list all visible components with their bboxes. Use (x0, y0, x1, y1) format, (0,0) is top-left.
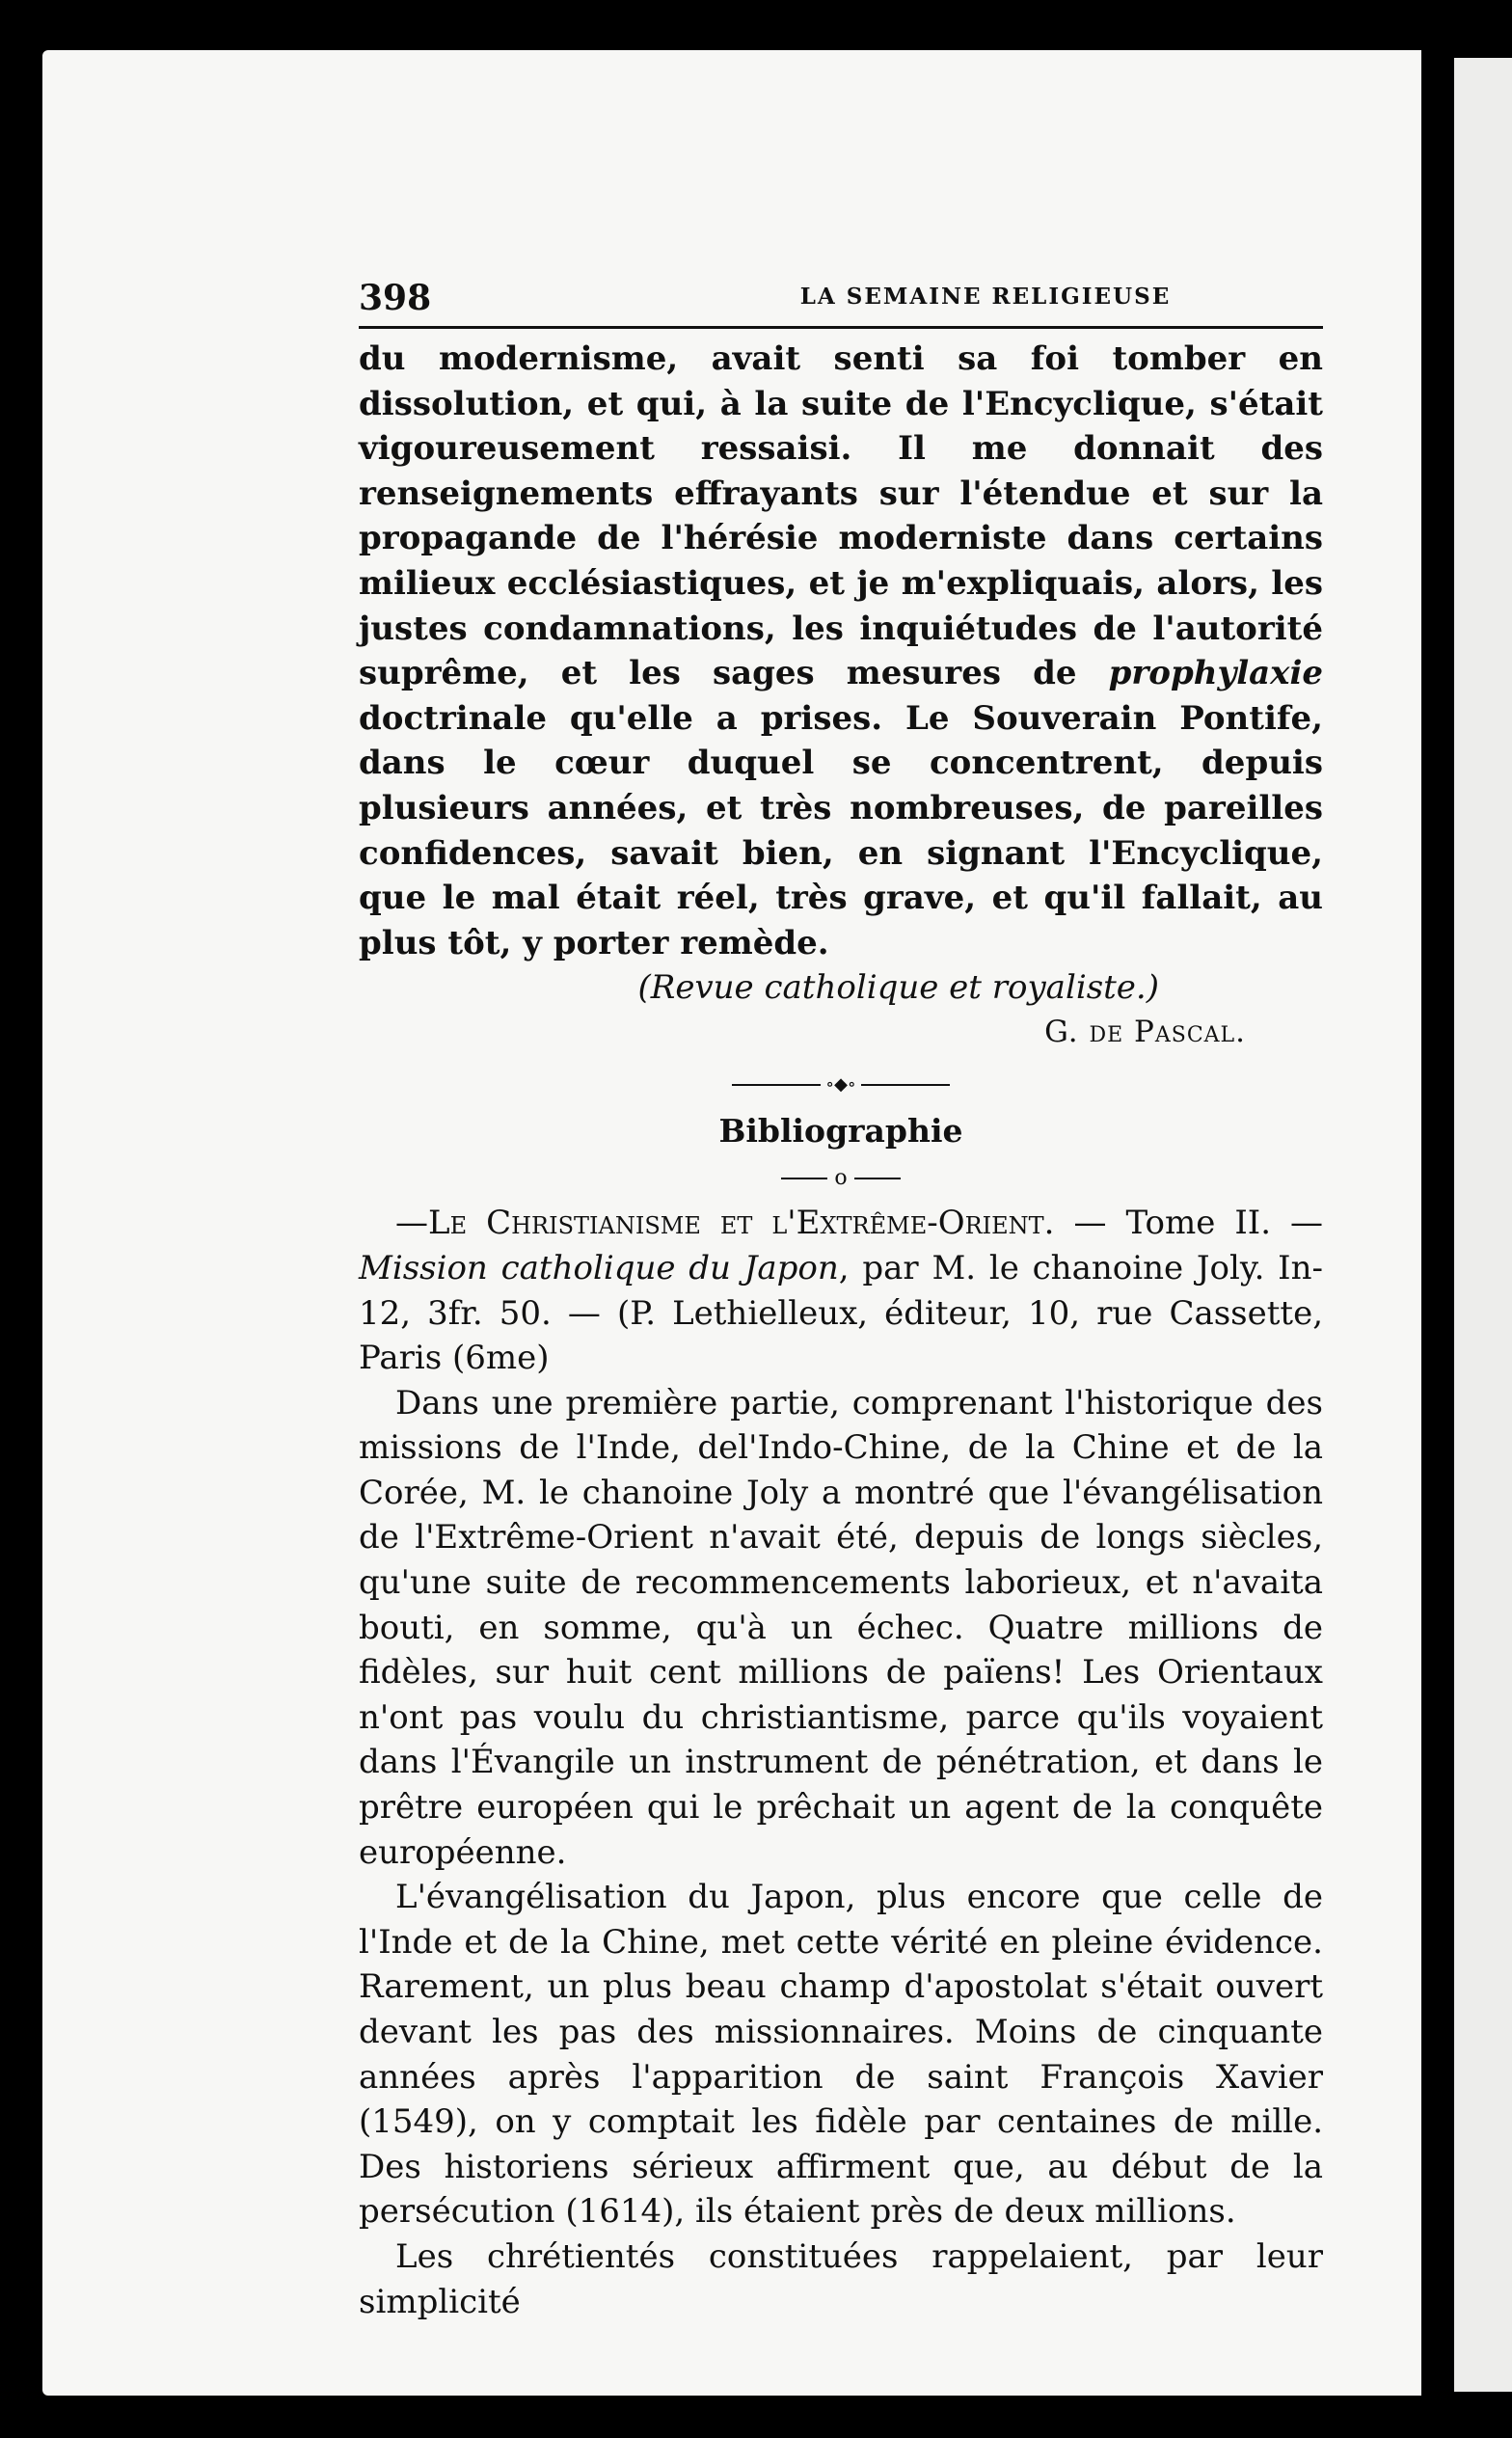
bibliography-paragraph-1: Dans une première partie, comprenant l'historique des missions de l'Inde, del'Indo-Chine, de la Chine et de la Corée, M. le chanoine Joly a montré que l'évangélisation de l'Extrême-Orient n'avait été, depuis de longs siècles, qu'une suite de recommencements laborieux, et n'avaita bouti, en somme, qu'à un échec. Quatre millions de fidèles, sur huit cent millions de païens! Les Orientaux n'ont pas voulu du christiantisme, parce qu'ils voyaient dans l'Évangile un instrument de pénétration, et dans le prêtre européen qui le prêchait un agent de la conquête européenne. (359, 1383, 1323, 1872)
section-ornament (359, 1073, 1323, 1097)
running-title: LA SEMAINE RELIGIEUSE (799, 284, 1172, 310)
entry-italic: Mission catholique du Japon (359, 1248, 839, 1287)
article-text: du modernisme, avait senti sa foi tomber en dissolution, et qui, à la suite de l'Encyclique, s'était vigoureusement ressaisi. Il me donnait des renseignements effrayants sur l'étendue et sur la propagande de l'hérésie moderniste dans certains milieux ecclésiastiques, et je m'expliquais, alors, les justes condamnations, les inquiétudes de l'autorité suprême, et les sages mesures de (359, 339, 1323, 693)
entry-title: —Le Christianisme et l'Extrême-Orient. (395, 1204, 1055, 1243)
book-page (42, 50, 1421, 2396)
adjacent-page-edge (1454, 58, 1512, 2392)
ornament-rule-left (732, 1084, 821, 1086)
article-source: (Revue catholique et royaliste.) (637, 968, 1159, 1008)
sub-ornament-glyph: o (834, 1166, 848, 1191)
entry-rest: , par M. le chanoine Joly. In-12, 3fr. 50. — (P. Lethielleux, éditeur, 10, rue Cassette, Paris (6me) (359, 1248, 1323, 1378)
entry-tome: — Tome II. — (1054, 1204, 1323, 1243)
sub-rule-right (854, 1178, 901, 1179)
article-text-end: doctrinale qu'elle a prises. Le Souverain Pontife, dans le cœur duquel se concentrent, depuis plusieurs années, et très nombreuses, de pareilles confidences, savait bien, en signant l'Encyclique, que le mal était réel, très grave, et qu'il fallait, au plus tôt, y porter remède. (359, 698, 1323, 962)
bibliography-paragraph-3: Les chrétientés constituées rappelaient, par leur simplicité (359, 2236, 1323, 2321)
article-paragraph (359, 337, 1323, 965)
sub-rule-left (781, 1178, 827, 1179)
page-number: 398 (359, 278, 432, 318)
article-author: G. de Pascal. (1044, 1015, 1246, 1050)
bibliography-paragraph-2: L'évangélisation du Japon, plus encore que celle de l'Inde et de la Chine, met cette vérité en pleine évidence. Rarement, un plus beau champ d'apostolat s'était ouvert devant les pas des missionnaires. Moins de cinquante années après l'apparition de saint François Xavier (1549), on y comptait les fidèle par centaines de mille. Des historiens sérieux affirment que, au début de la persécution (1614), ils étaient près de deux millions. (359, 1878, 1323, 2232)
bibliography-entry (359, 1201, 1323, 1380)
sub-ornament (359, 1164, 1323, 1193)
ornament-glyph: ∘◆∘ (825, 1074, 856, 1096)
page-content (359, 278, 1323, 2324)
ornament-rule-right (861, 1084, 950, 1086)
running-head (359, 278, 1323, 329)
section-title: Bibliographie (718, 1112, 963, 1151)
article-italic-word: prophylaxie (1108, 654, 1323, 693)
